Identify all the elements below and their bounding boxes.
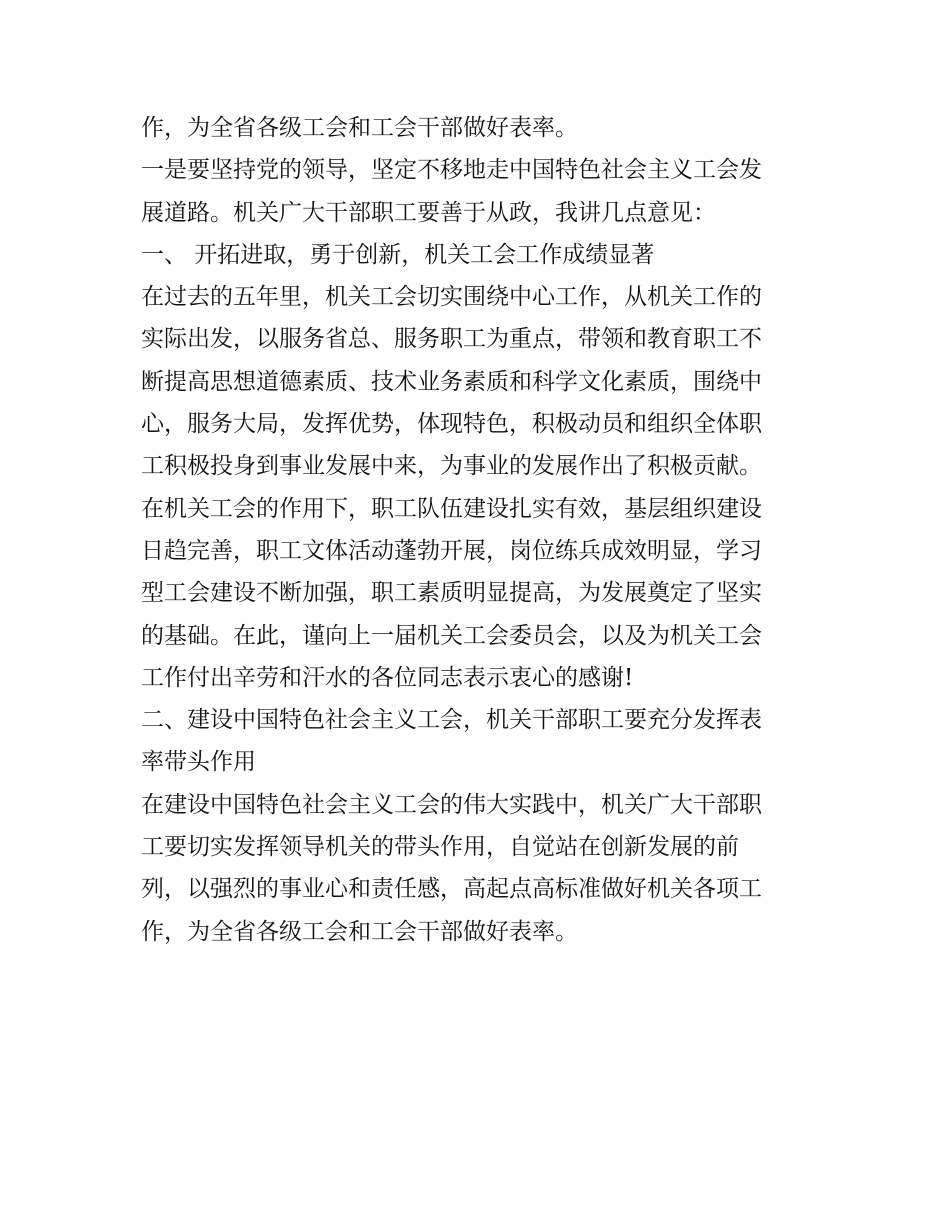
section-heading: 一、 开拓进取，勇于创新，机关工会工作成绩显著 [141, 241, 655, 268]
text-line: 展道路。机关广大干部职工要善于从政，我讲几点意见： [141, 199, 716, 226]
text-line: 工积极投身到事业发展中来，为事业的发展作出了积极贡献。 [141, 453, 762, 480]
text-line: 列，以强烈的事业心和责任感，高起点高标准做好机关各项工 [141, 876, 762, 903]
document-body [141, 107, 821, 953]
text-line: 一是要坚持党的领导，坚定不移地走中国特色社会主义工会发 [141, 157, 762, 184]
text-line: 实际出发，以服务省总、服务职工为重点，带领和教育职工不 [141, 326, 762, 353]
text-line: 日趋完善，职工文体活动蓬勃开展，岗位练兵成效明显，学习 [141, 537, 762, 564]
text-line: 作，为全省各级工会和工会干部做好表率。 [141, 918, 578, 945]
text-line: 工作付出辛劳和汗水的各位同志表示衷心的感谢! [141, 664, 634, 691]
text-line: 型工会建设不断加强，职工素质明显提高，为发展奠定了坚实 [141, 580, 762, 607]
text-line: 在建设中国特色社会主义工会的伟大实践中，机关广大干部职 [141, 791, 762, 818]
text-line: 在机关工会的作用下，职工队伍建设扎实有效，基层组织建设 [141, 495, 762, 522]
text-line: 心，服务大局，发挥优势，体现特色，积极动员和组织全体职 [141, 411, 762, 438]
section-heading: 率带头作用 [141, 749, 256, 776]
section-heading: 二、建设中国特色社会主义工会，机关干部职工要充分发挥表 [141, 707, 762, 734]
text-line: 断提高思想道德素质、技术业务素质和科学文化素质，围绕中 [141, 368, 762, 395]
text-line: 工要切实发挥领导机关的带头作用，自觉站在创新发展的前 [141, 834, 739, 861]
text-line: 在过去的五年里，机关工会切实围绕中心工作，从机关工作的 [141, 284, 762, 311]
text-line: 作，为全省各级工会和工会干部做好表率。 [141, 115, 578, 141]
text-line: 的基础。在此，谨向上一届机关工会委员会，以及为机关工会 [141, 622, 762, 649]
